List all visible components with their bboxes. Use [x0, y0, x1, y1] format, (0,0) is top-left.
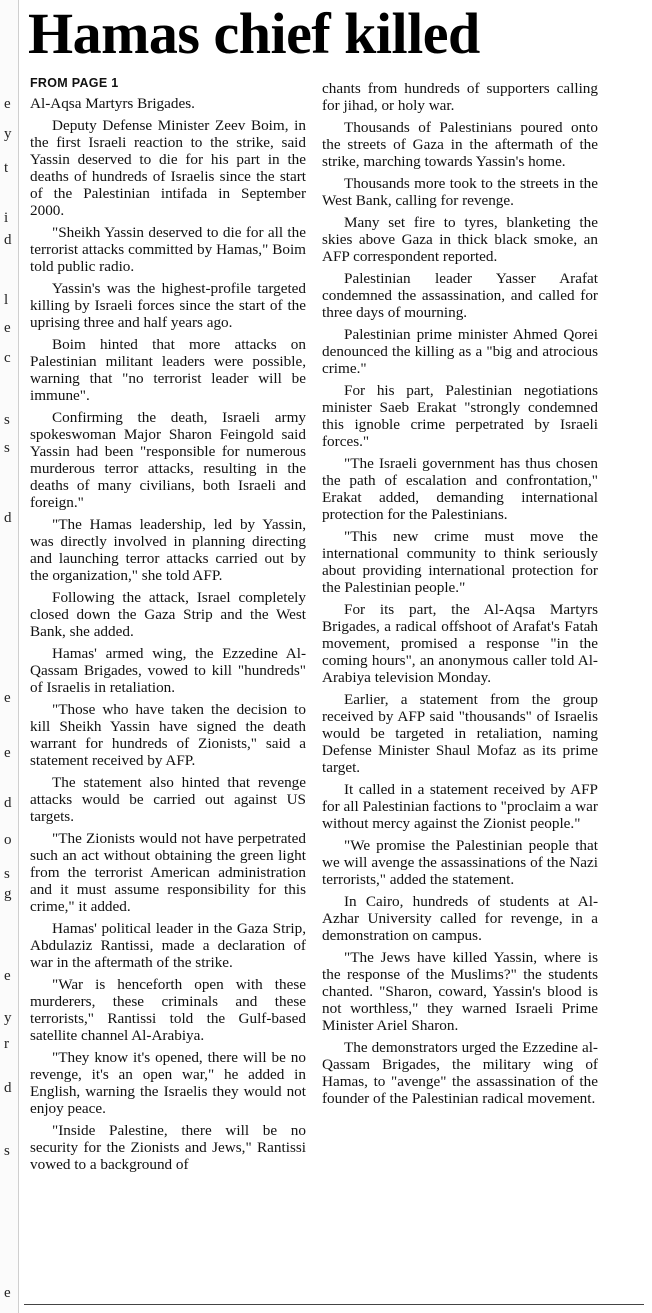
left-column	[30, 72, 306, 1178]
paragraph: Boim hinted that more attacks on Palestinian militant leaders were possible, warning that "no terrorist leader will be immune".	[30, 336, 306, 404]
edge-letter: e	[4, 690, 11, 706]
paragraph: Hamas' political leader in the Gaza Strip, Abdulaziz Rantissi, made a declaration of war in the aftermath of the strike.	[30, 920, 306, 971]
edge-letter: e	[4, 968, 11, 984]
paragraph: For its part, the Al-Aqsa Martyrs Brigades, a radical offshoot of Arafat's Fatah movement, promised a response "in the coming hours", an anonymous caller told Al-Arabiya television Monday.	[322, 601, 598, 686]
paragraph: Confirming the death, Israeli army spokeswoman Major Sharon Feingold said Yassin had been "responsible for numerous murderous terror attacks, resulting in the deaths of many civilians, both Israeli and foreign."	[30, 409, 306, 511]
edge-letter: d	[4, 795, 12, 811]
paragraph: Palestinian leader Yasser Arafat condemned the assassination, and called for three days of mourning.	[322, 270, 598, 321]
paragraph: "Inside Palestine, there will be no security for the Zionists and Jews," Rantissi vowed to a background of	[30, 1122, 306, 1173]
paragraph: Yassin's was the highest-profile targeted killing by Israeli forces since the start of the uprising three and half years ago.	[30, 280, 306, 331]
bottom-rule	[24, 1304, 644, 1305]
paragraph: Palestinian prime minister Ahmed Qorei denounced the killing as a "big and atrocious crime."	[322, 326, 598, 377]
adjacent-column-edge	[0, 0, 19, 1313]
edge-letter: o	[4, 832, 12, 848]
edge-letter: y	[4, 1010, 12, 1026]
paragraph: Many set fire to tyres, blanketing the skies above Gaza in thick black smoke, an AFP correspondent reported.	[322, 214, 598, 265]
continuation-kicker: FROM PAGE 1	[30, 76, 119, 90]
edge-letter: i	[4, 210, 9, 226]
paragraph: "We promise the Palestinian people that we will avenge the assassinations of the Nazi terrorists," added the statement.	[322, 837, 598, 888]
paragraph: Deputy Defense Minister Zeev Boim, in the first Israeli reaction to the strike, said Yassin deserved to die for his part in the deaths of hundreds of Israelis since the start of the Palestinian intifada in September 2000.	[30, 117, 306, 219]
paragraph: "The Hamas leadership, led by Yassin, was directly involved in planning directing and launching terror attacks carried out by the organization," she told AFP.	[30, 516, 306, 584]
paragraph: "Those who have taken the decision to kill Sheikh Yassin have signed the death warrant for hundreds of Zionists," said a statement received by AFP.	[30, 701, 306, 769]
paragraph: Al-Aqsa Martyrs Brigades.	[30, 95, 195, 112]
edge-letter: e	[4, 745, 11, 761]
paragraph: "War is henceforth open with these murderers, these criminals and these terrorists," Rantissi told the Gulf-based satellite channel Al-Arabiya.	[30, 976, 306, 1044]
edge-letter: s	[4, 866, 10, 882]
paragraph: "Sheikh Yassin deserved to die for all the terrorist attacks committed by Hamas," Boim told public radio.	[30, 224, 306, 275]
paragraph: The demonstrators urged the Ezzedine al-Qassam Brigades, the military wing of Hamas, to "avenge" the assassination of the founder of the Palestinian radical movement.	[322, 1039, 598, 1107]
edge-letter: c	[4, 350, 11, 366]
edge-letter: s	[4, 440, 10, 456]
edge-letter: t	[4, 160, 9, 176]
paragraph: Earlier, a statement from the group received by AFP said "thousands" of Israelis would be targeted in retaliation, naming Defense Minister Shaul Mofaz as its prime target.	[322, 691, 598, 776]
edge-letter: d	[4, 510, 12, 526]
paragraph: Following the attack, Israel completely closed down the Gaza Strip and the West Bank, she added.	[30, 589, 306, 640]
edge-letter: e	[4, 96, 11, 112]
edge-letter: r	[4, 1036, 9, 1052]
paragraph: In Cairo, hundreds of students at Al-Azhar University called for revenge, in a demonstration on campus.	[322, 893, 598, 944]
right-column	[322, 80, 598, 1112]
edge-letter: e	[4, 1285, 11, 1301]
edge-letter: s	[4, 1143, 10, 1159]
paragraph: Hamas' armed wing, the Ezzedine Al-Qassam Brigades, vowed to kill "hundreds" of Israelis in retaliation.	[30, 645, 306, 696]
edge-letter: d	[4, 1080, 12, 1096]
paragraph: Thousands of Palestinians poured onto the streets of Gaza in the aftermath of the strike, marching towards Yassin's home.	[322, 119, 598, 170]
paragraph: "This new crime must move the international community to think seriously about providing international protection for the Palestinian people."	[322, 528, 598, 596]
paragraph: "The Zionists would not have perpetrated such an act without obtaining the green light from the terrorist American administration and it must assume responsibility for this crime," it added.	[30, 830, 306, 915]
paragraph: "The Israeli government has thus chosen the path of escalation and confrontation," Erakat added, demanding international protection for the Palestinians.	[322, 455, 598, 523]
paragraph: It called in a statement received by AFP for all Palestinian factions to "proclaim a war without mercy against the Zionist people."	[322, 781, 598, 832]
edge-letter: e	[4, 320, 11, 336]
edge-letter: g	[4, 886, 12, 902]
edge-letter: y	[4, 126, 12, 142]
headline: Hamas chief killed	[28, 1, 480, 66]
edge-letter: l	[4, 292, 9, 308]
paragraph: "They know it's opened, there will be no revenge, it's an open war," he added in English, warning the Israelis they would not enjoy peace.	[30, 1049, 306, 1117]
paragraph: For his part, Palestinian negotiations minister Saeb Erakat "strongly condemned this ignoble crime perpetrated by Israeli forces."	[322, 382, 598, 450]
paragraph: The statement also hinted that revenge attacks would be carried out against US targets.	[30, 774, 306, 825]
paragraph: Thousands more took to the streets in the West Bank, calling for revenge.	[322, 175, 598, 209]
paragraph: "The Jews have killed Yassin, where is the response of the Muslims?" the students chanted. "Sharon, coward, Yassin's blood is not worthless," they warned Israeli Prime Minister Ariel Sharon.	[322, 949, 598, 1034]
paragraph: chants from hundreds of supporters calling for jihad, or holy war.	[322, 80, 598, 114]
edge-letter: d	[4, 232, 12, 248]
edge-letter: s	[4, 412, 10, 428]
